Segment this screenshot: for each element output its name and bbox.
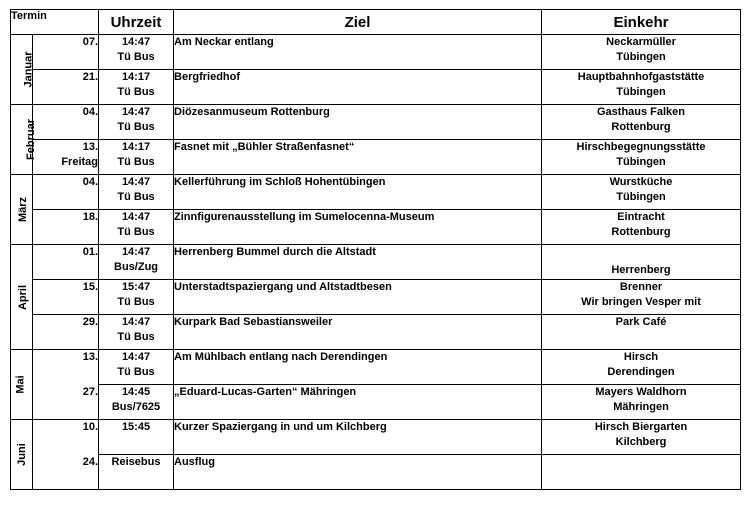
month-januar: Januar <box>11 35 33 105</box>
time-cell: 14:45 Bus/7625 <box>99 385 174 420</box>
inn-cell: Neckarmüller Tübingen <box>542 35 741 70</box>
header-ziel: Ziel <box>174 10 542 35</box>
schedule-table <box>10 9 741 490</box>
inn-cell: Hirsch Derendingen <box>542 350 741 385</box>
goal-cell: Zinnfigurenausstellung im Sumelocenna-Museum <box>174 210 542 245</box>
goal-cell: Kellerführung im Schloß Hohentübingen <box>174 175 542 210</box>
inn-cell: Park Café <box>542 315 741 350</box>
header-row <box>11 10 741 35</box>
header-einkehr: Einkehr <box>542 10 741 35</box>
inn-cell: Mayers Waldhorn Mähringen <box>542 385 741 420</box>
table-row <box>11 35 741 70</box>
table-row <box>11 455 741 490</box>
inn-cell <box>542 455 741 490</box>
goal-cell: Herrenberg Bummel durch die Altstadt <box>174 245 542 280</box>
month-april: April <box>11 245 33 350</box>
month-maerz: März <box>11 175 33 245</box>
time-cell: 14:47 Tü Bus <box>99 210 174 245</box>
table-row <box>11 140 741 175</box>
month-juni: Juni <box>11 420 33 490</box>
day-cell: 07. <box>33 35 99 70</box>
header-uhrzeit: Uhrzeit <box>99 10 174 35</box>
inn-cell: Gasthaus Falken Rottenburg <box>542 105 741 140</box>
table-row <box>11 315 741 350</box>
day-cell: 04. <box>33 105 99 140</box>
day-cell: 01. <box>33 245 99 280</box>
table-row <box>11 420 741 455</box>
goal-cell: Diözesanmuseum Rottenburg <box>174 105 542 140</box>
day-cell: 21. <box>33 70 99 105</box>
inn-cell: Herrenberg <box>542 245 741 280</box>
month-februar: Februar <box>11 105 33 175</box>
time-cell: 14:47 Tü Bus <box>99 35 174 70</box>
goal-cell: Am Mühlbach entlang nach Derendingen <box>174 350 542 385</box>
goal-cell: Fasnet mit „Bühler Straßenfasnet“ <box>174 140 542 175</box>
goal-cell: „Eduard-Lucas-Garten“ Mähringen <box>174 385 542 420</box>
table-row <box>11 280 741 315</box>
day-cell: 13. <box>33 350 99 385</box>
table-row <box>11 350 741 385</box>
time-cell: Reisebus <box>99 455 174 490</box>
day-cell: 15. <box>33 280 99 315</box>
time-cell: 15:47 Tü Bus <box>99 280 174 315</box>
header-termin: Termin <box>11 10 99 35</box>
time-cell: 14:47 Bus/Zug <box>99 245 174 280</box>
day-cell: 27. <box>33 385 99 420</box>
day-cell: 04. <box>33 175 99 210</box>
table-row <box>11 175 741 210</box>
goal-cell: Bergfriedhof <box>174 70 542 105</box>
time-cell: 15:45 <box>99 420 174 455</box>
time-cell: 14:47 Tü Bus <box>99 350 174 385</box>
goal-cell: Unterstadtspaziergang und Altstadtbesen <box>174 280 542 315</box>
goal-cell: Am Neckar entlang <box>174 35 542 70</box>
time-cell: 14:47 Tü Bus <box>99 105 174 140</box>
table-row <box>11 105 741 140</box>
day-cell: 29. <box>33 315 99 350</box>
goal-cell: Ausflug <box>174 455 542 490</box>
day-cell: 10. <box>33 420 99 455</box>
inn-cell: Hirsch Biergarten Kilchberg <box>542 420 741 455</box>
time-cell: 14:17 Tü Bus <box>99 70 174 105</box>
day-cell: 13. Freitag <box>33 140 99 175</box>
inn-cell: Hirschbegegnungsstätte Tübingen <box>542 140 741 175</box>
inn-cell: Hauptbahnhofgaststätte Tübingen <box>542 70 741 105</box>
time-cell: 14:47 Tü Bus <box>99 315 174 350</box>
table-row <box>11 70 741 105</box>
table-row <box>11 385 741 420</box>
day-cell: 24. <box>33 455 99 490</box>
table-row <box>11 245 741 280</box>
time-cell: 14:47 Tü Bus <box>99 175 174 210</box>
goal-cell: Kurpark Bad Sebastiansweiler <box>174 315 542 350</box>
day-cell: 18. <box>33 210 99 245</box>
time-cell: 14:17 Tü Bus <box>99 140 174 175</box>
table-row <box>11 210 741 245</box>
inn-cell: Eintracht Rottenburg <box>542 210 741 245</box>
inn-cell: Wurstküche Tübingen <box>542 175 741 210</box>
month-mai: Mai <box>11 350 33 420</box>
goal-cell: Kurzer Spaziergang in und um Kilchberg <box>174 420 542 455</box>
inn-cell: Brenner Wir bringen Vesper mit <box>542 280 741 315</box>
